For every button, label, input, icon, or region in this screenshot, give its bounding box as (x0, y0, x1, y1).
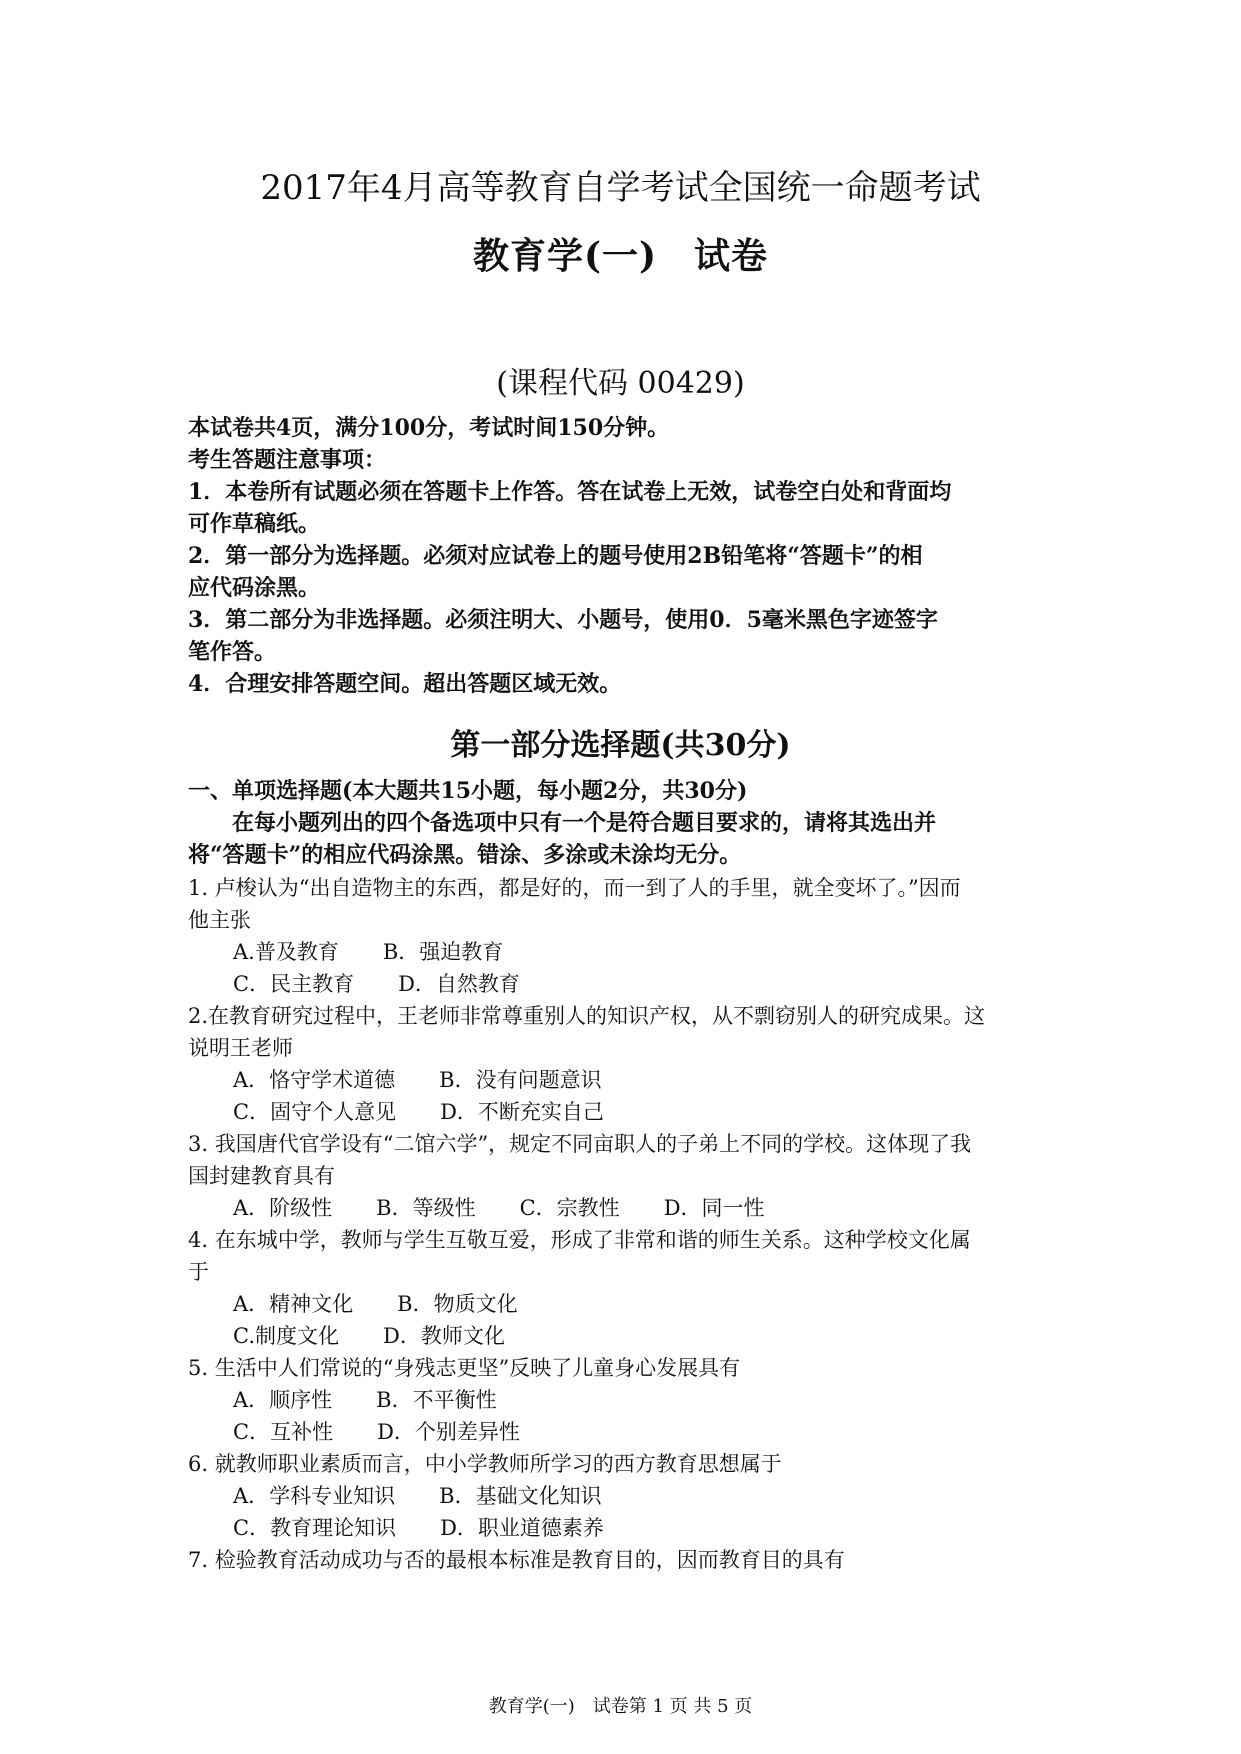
note-line: 可作草稿纸。 (188, 511, 321, 537)
question-stem: 3. 我国唐代官学设有“二馆六学”，规定不同亩职人的子弟上不同的学校。这体现了我 (188, 1132, 972, 1156)
option-d: D．不断充实自己 (440, 1100, 604, 1124)
question-1 (188, 872, 1068, 1000)
option-a: A．学科专业知识 (233, 1484, 396, 1508)
subject-title: 教育学(一) 试卷 (472, 235, 769, 277)
question-stem: 于 (188, 1260, 209, 1284)
option-b: B．强迫教育 (382, 940, 504, 964)
question-4 (188, 1224, 1068, 1352)
option-d: D．职业道德素养 (440, 1516, 604, 1540)
section-subtitle: 一、单项选择题(本大题共15小题，每小题2分，共30分) (188, 778, 748, 804)
option-d: D．个别差异性 (377, 1420, 520, 1444)
option-c: C．互补性 (233, 1420, 334, 1444)
instruction-line: 在每小题列出的四个备选项中只有一个是符合题目要求的，请将其选出并 (188, 810, 937, 836)
option-c: C．固守个人意见 (233, 1100, 397, 1124)
notes-heading: 考生答题注意事项： (188, 447, 387, 473)
question-stem: 4. 在东城中学，教师与学生互敬互爱，形成了非常和谐的师生关系。这种学校文化属 (188, 1228, 971, 1252)
question-stem: 1. 卢梭认为“出自造物主的东西，都是好的，而一到了人的手里，就全变坏了。”因而 (188, 876, 961, 900)
option-c: C．宗教性 (519, 1196, 620, 1220)
question-5 (188, 1352, 1068, 1448)
page-footer: 教育学(一) 试卷第 1 页 共 5 页 (488, 1696, 753, 1717)
section-instructions (188, 775, 1068, 871)
notes-summary: 本试卷共4页，满分100分，考试时间150分钟。 (188, 415, 670, 441)
option-c: C．民主教育 (233, 972, 355, 996)
option-d: D．自然教育 (398, 972, 520, 996)
question-list (188, 872, 1068, 1576)
option-row (188, 1416, 1068, 1448)
instruction-line: 将“答题卡”的相应代码涂黑。错涂、多涂或未涂均无分。 (188, 842, 742, 868)
option-a: A．阶级性 (233, 1196, 333, 1220)
option-b: B．没有问题意识 (439, 1068, 602, 1092)
question-stem: 国封建教育具有 (188, 1164, 335, 1188)
option-d: D．教师文化 (383, 1324, 505, 1348)
option-b: B．不平衡性 (376, 1388, 497, 1412)
question-stem: 说明王老师 (188, 1036, 293, 1060)
option-a: A.普及教育 (233, 940, 339, 964)
option-b: B．物质文化 (397, 1292, 518, 1316)
note-line: 笔作答。 (188, 639, 277, 665)
option-row (188, 1064, 1068, 1096)
option-row (188, 1320, 1068, 1352)
note-line: 3．第二部分为非选择题。必须注明大、小题号，使用0．5毫米黑色字迹签字 (188, 607, 938, 633)
option-row (188, 968, 1068, 1000)
exam-notes (188, 412, 1068, 700)
option-c: C.制度文化 (233, 1324, 339, 1348)
question-2 (188, 1000, 1068, 1128)
option-c: C．教育理论知识 (233, 1516, 397, 1540)
question-7 (188, 1544, 1068, 1576)
option-row (188, 1480, 1068, 1512)
option-a: A．恪守学术道德 (233, 1068, 396, 1092)
question-stem: 2.在教育研究过程中，王老师非常尊重别人的知识产权，从不剽窃别人的研究成果。这 (188, 1004, 986, 1028)
exam-title: 2017年4月高等教育自学考试全国统一命题考试 (260, 168, 981, 208)
option-a: A．顺序性 (233, 1388, 333, 1412)
option-row (188, 1288, 1068, 1320)
option-b: B．基础文化知识 (439, 1484, 602, 1508)
note-line: 2．第一部分为选择题。必须对应试卷上的题号使用2B铅笔将“答题卡”的相 (188, 543, 923, 569)
note-line: 应代码涂黑。 (188, 575, 321, 601)
question-6 (188, 1448, 1068, 1544)
option-row (188, 1192, 1068, 1224)
option-b: B．等级性 (376, 1196, 476, 1220)
note-line: 4．合理安排答题空间。超出答题区域无效。 (188, 671, 622, 697)
option-row (188, 936, 1068, 968)
question-stem: 5. 生活中人们常说的“身残志更坚”反映了儿童身心发展具有 (188, 1356, 741, 1380)
option-row (188, 1512, 1068, 1544)
question-stem: 7. 检验教育活动成功与否的最根本标准是教育目的，因而教育目的具有 (188, 1548, 845, 1572)
option-row (188, 1384, 1068, 1416)
section-title: 第一部分选择题(共30分) (450, 728, 791, 763)
option-a: A．精神文化 (233, 1292, 354, 1316)
question-3 (188, 1128, 1068, 1224)
question-stem: 他主张 (188, 908, 251, 932)
option-d: D．同一性 (663, 1196, 765, 1220)
option-row (188, 1096, 1068, 1128)
question-stem: 6. 就教师职业素质而言，中小学教师所学习的西方教育思想属于 (188, 1452, 782, 1476)
course-code: (课程代码 00429) (496, 366, 745, 401)
note-line: 1．本卷所有试题必须在答题卡上作答。答在试卷上无效，试卷空白处和背面均 (188, 479, 952, 505)
